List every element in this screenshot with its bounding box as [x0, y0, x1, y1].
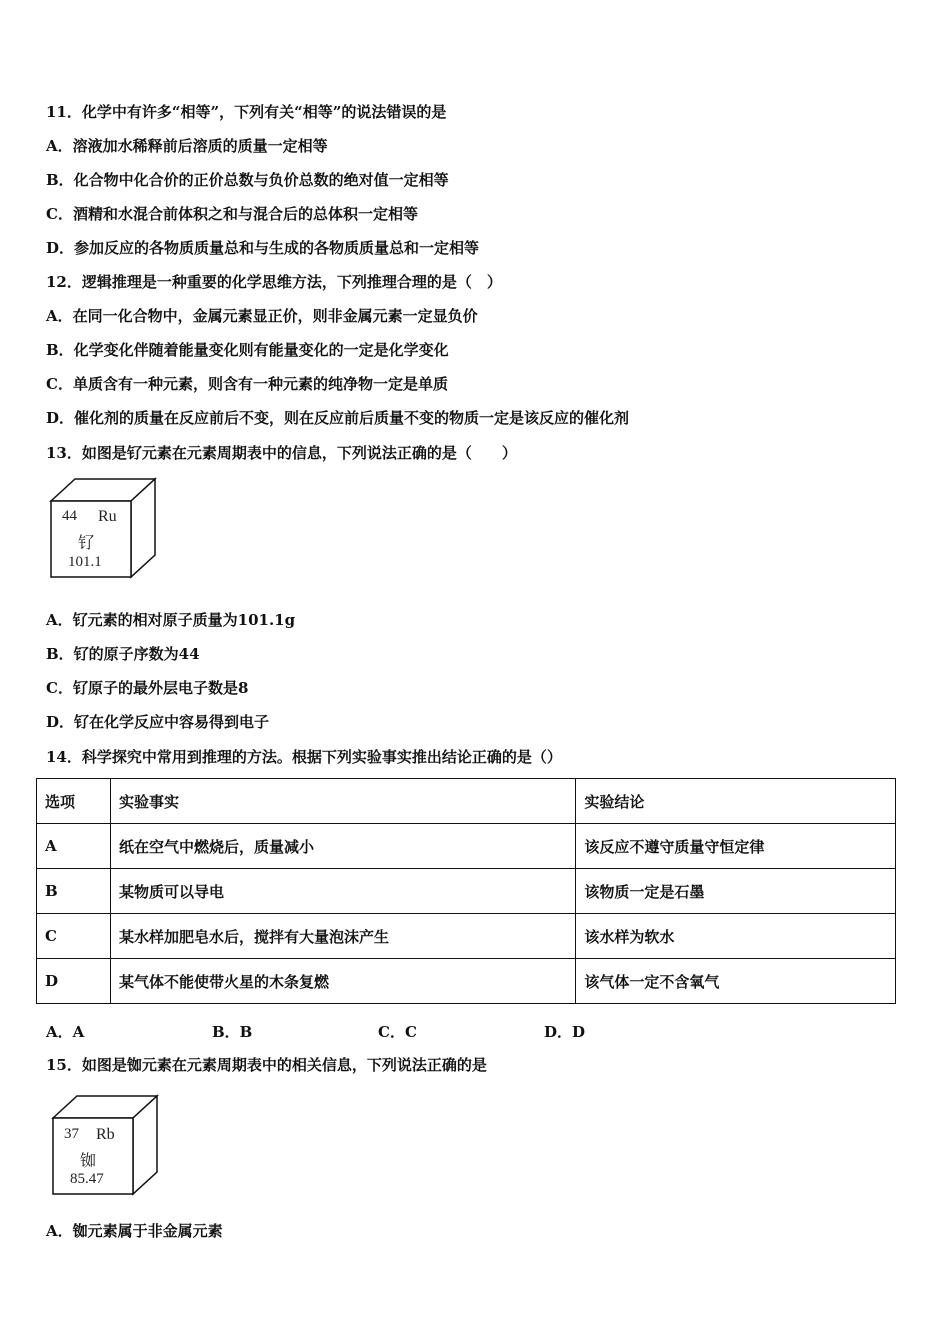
- element-mass: 101.1: [68, 554, 102, 570]
- q12-option-b: B．化学变化伴随着能量变化则有能量变化的一定是化学变化: [46, 341, 449, 359]
- q13-option-c: C．钌原子的最外层电子数是8: [46, 679, 249, 697]
- q14-choice-d: D．D: [544, 1023, 586, 1041]
- q14-choice-a: A．A: [46, 1023, 85, 1041]
- element-atomic-number: 44: [62, 508, 77, 524]
- table-cell: C: [37, 914, 111, 959]
- table-cell: 纸在空气中燃烧后，质量减小: [110, 824, 575, 869]
- table-cell: D: [37, 959, 111, 1004]
- table-cell: 某水样加肥皂水后，搅拌有大量泡沫产生: [110, 914, 575, 959]
- table-cell: 该水样为软水: [576, 914, 896, 959]
- rubidium-element-card: [50, 1094, 160, 1198]
- table-row: [37, 914, 896, 959]
- table-cell: 某物质可以导电: [110, 869, 575, 914]
- q14-choice-c: C．C: [378, 1023, 417, 1041]
- table-cell: B: [37, 869, 111, 914]
- q11-option-b: B．化合物中化合价的正价总数与负价总数的绝对值一定相等: [46, 171, 449, 189]
- q11-stem: 11．化学中有许多“相等”，下列有关“相等”的说法错误的是: [46, 103, 447, 121]
- ruthenium-element-card: [48, 477, 158, 581]
- q13-stem: 13．如图是钌元素在元素周期表中的信息，下列说法正确的是（ ）: [46, 444, 517, 462]
- cube-outline-icon: [50, 1094, 160, 1198]
- table-header-cell: 实验事实: [110, 779, 575, 824]
- element-mass: 85.47: [70, 1171, 104, 1187]
- q11-option-d: D．参加反应的各物质质量总和与生成的各物质质量总和一定相等: [46, 239, 480, 257]
- q13-option-b: B．钌的原子序数为44: [46, 645, 200, 663]
- table-row: [37, 869, 896, 914]
- table-header-cell: 选项: [37, 779, 111, 824]
- table-header-row: [37, 779, 896, 824]
- table-cell: 某气体不能使带火星的木条复燃: [110, 959, 575, 1004]
- q14-choices: [46, 1021, 710, 1042]
- q12-option-d: D．催化剂的质量在反应前后不变，则在反应前后质量不变的物质一定是该反应的催化剂: [46, 409, 630, 427]
- cube-outline-icon: [48, 477, 158, 581]
- q15-stem: 15．如图是铷元素在元素周期表中的相关信息，下列说法正确的是: [46, 1056, 487, 1074]
- experiment-table: [36, 778, 896, 1004]
- q13-option-a: A．钌元素的相对原子质量为101.1g: [46, 611, 296, 629]
- table-cell: 该反应不遵守质量守恒定律: [576, 824, 896, 869]
- table-cell: A: [37, 824, 111, 869]
- q11-option-c: C．酒精和水混合前体积之和与混合后的总体积一定相等: [46, 205, 418, 223]
- q14-choice-b: B．B: [212, 1023, 253, 1041]
- element-name: 铷: [80, 1153, 97, 1170]
- table-cell: 该气体一定不含氧气: [576, 959, 896, 1004]
- element-symbol: Ru: [98, 508, 117, 525]
- q13-option-d: D．钌在化学反应中容易得到电子: [46, 713, 270, 731]
- q12-option-a: A．在同一化合物中，金属元素显正价，则非金属元素一定显负价: [46, 307, 478, 325]
- q15-option-a: A．铷元素属于非金属元素: [46, 1222, 223, 1240]
- q12-stem: 12．逻辑推理是一种重要的化学思维方法，下列推理合理的是（ ）: [46, 273, 502, 291]
- element-symbol: Rb: [96, 1126, 115, 1143]
- table-header-cell: 实验结论: [576, 779, 896, 824]
- q14-stem: 14．科学探究中常用到推理的方法。根据下列实验事实推出结论正确的是（）: [46, 748, 562, 766]
- table-cell: 该物质一定是石墨: [576, 869, 896, 914]
- element-atomic-number: 37: [64, 1126, 79, 1142]
- table-row: [37, 824, 896, 869]
- table-row: [37, 959, 896, 1004]
- element-name: 钌: [78, 535, 95, 552]
- q12-option-c: C．单质含有一种元素，则含有一种元素的纯净物一定是单质: [46, 375, 448, 393]
- q11-option-a: A．溶液加水稀释前后溶质的质量一定相等: [46, 137, 328, 155]
